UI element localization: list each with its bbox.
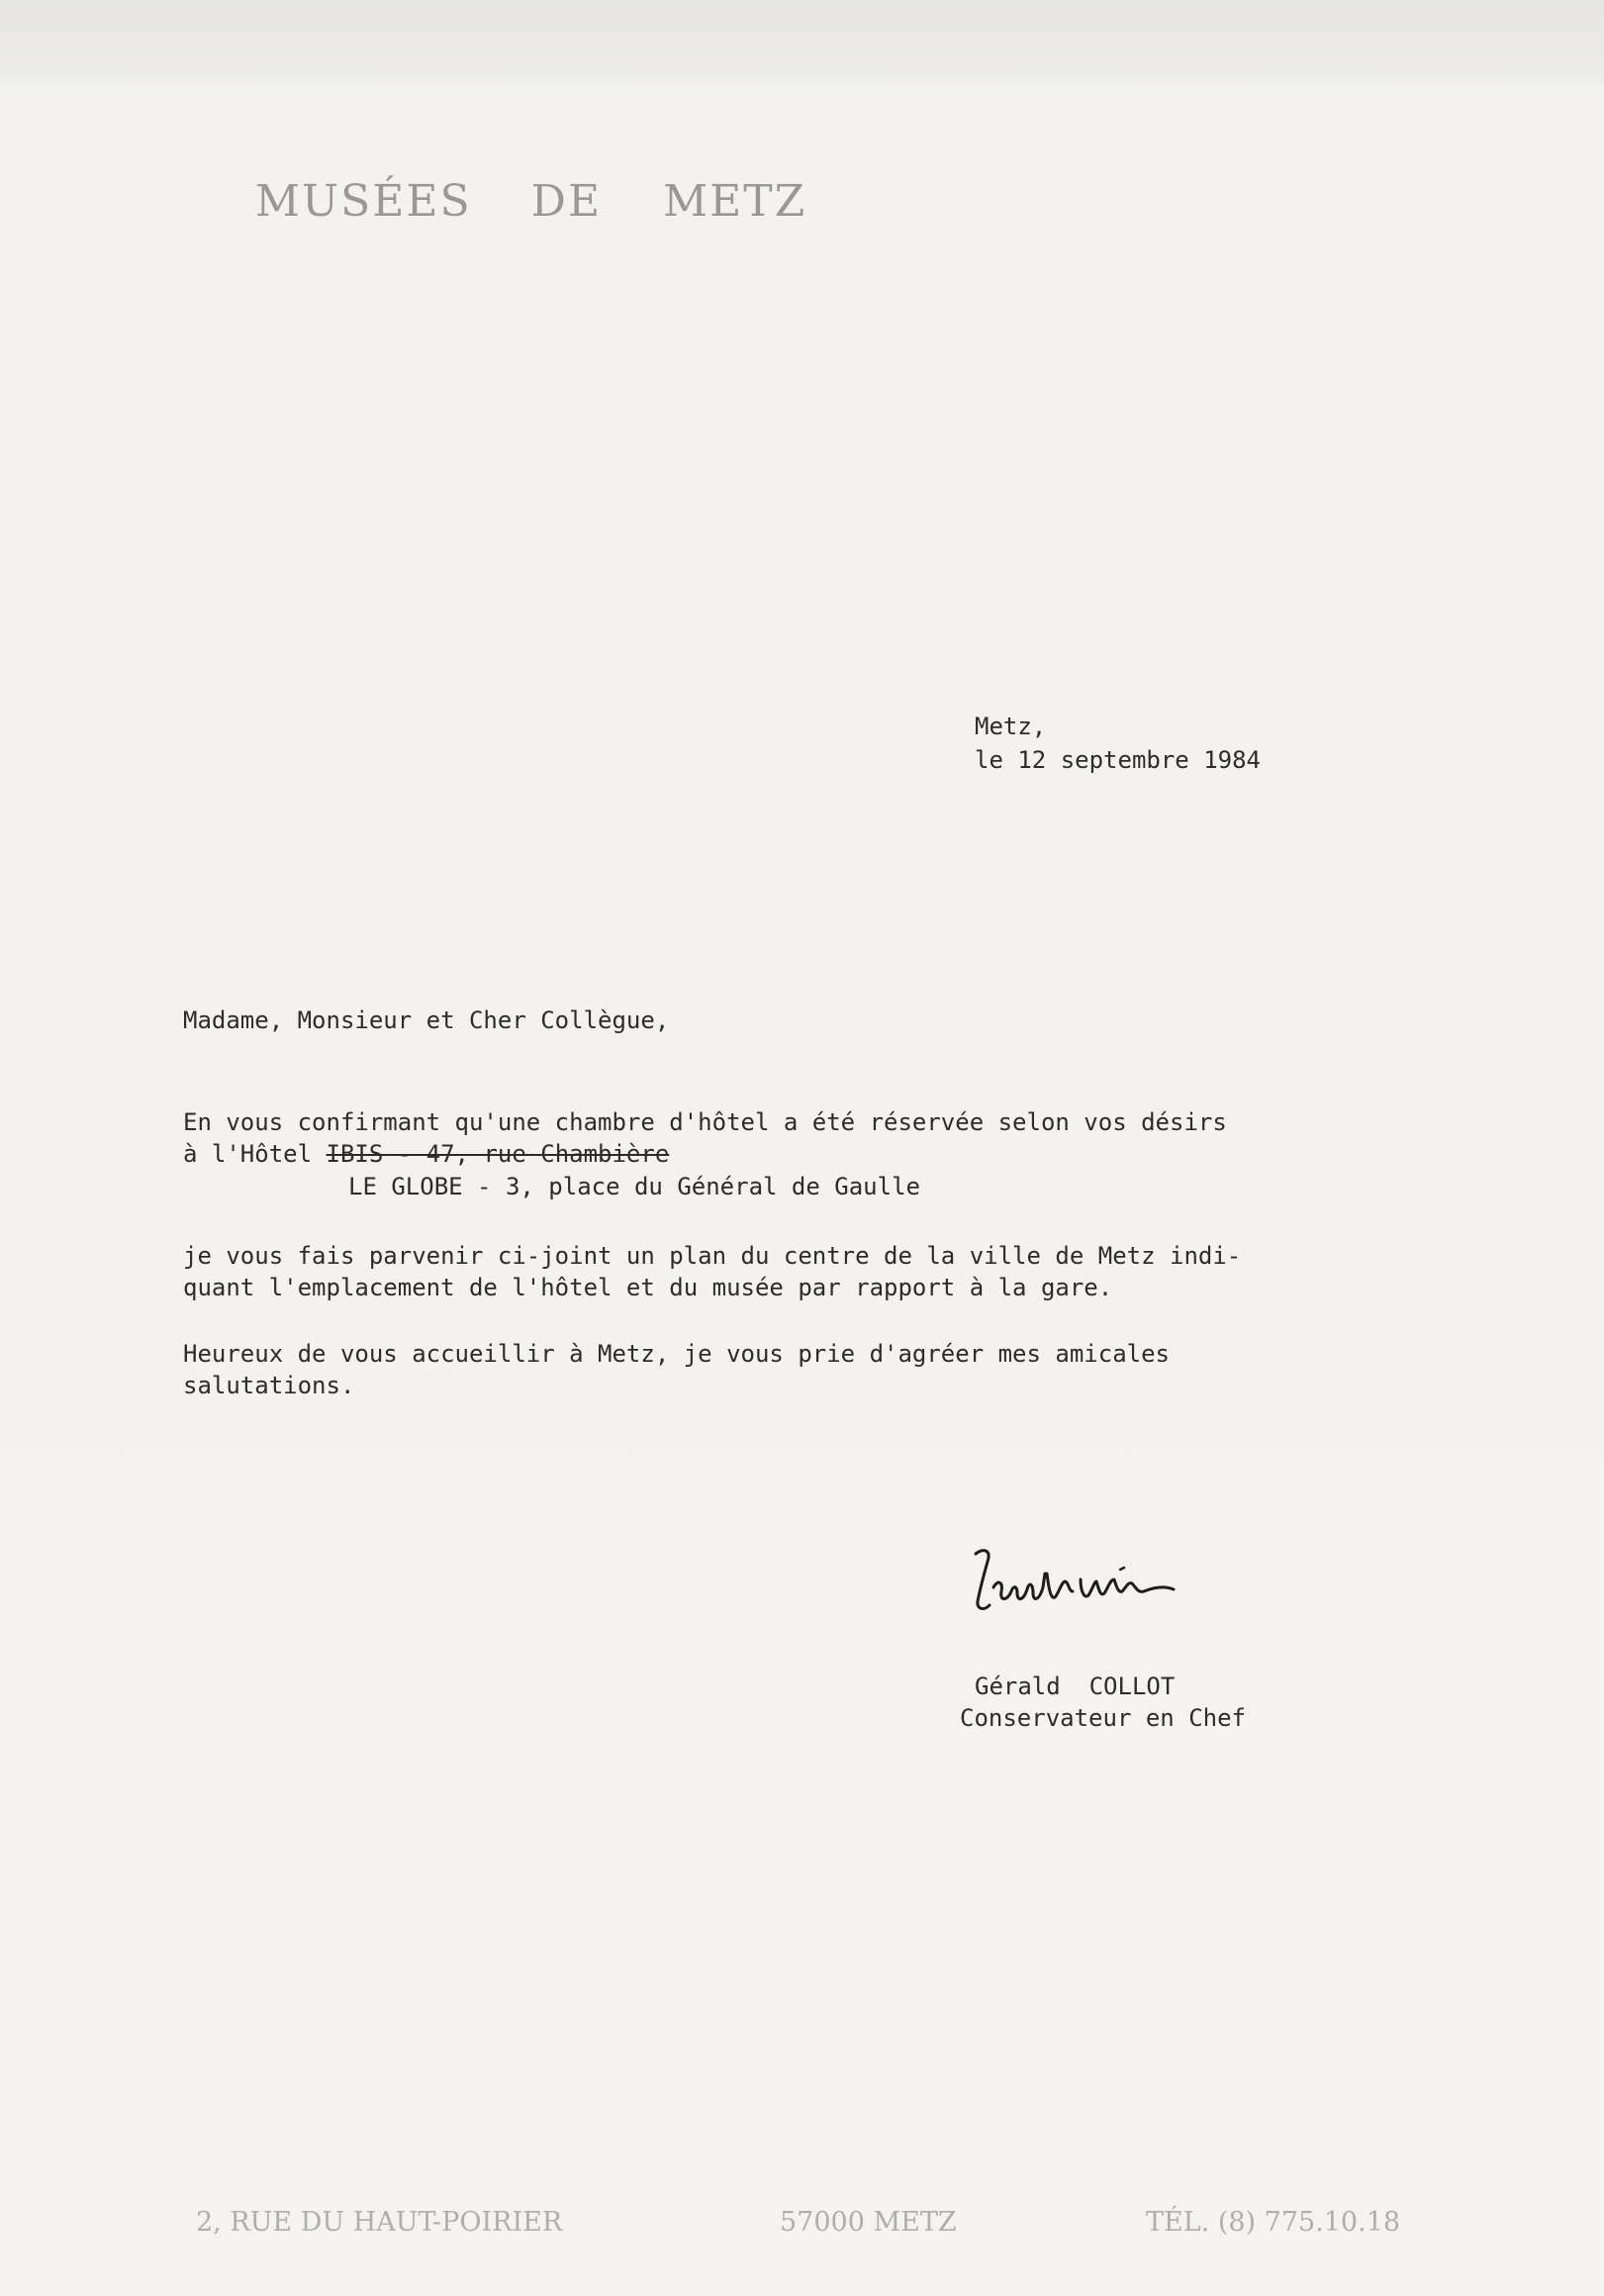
footer-phone: TÉL. (8) 775.10.18 bbox=[1146, 2207, 1401, 2238]
footer-city: 57000 METZ bbox=[780, 2207, 957, 2238]
date-line: le 12 septembre 1984 bbox=[975, 746, 1261, 774]
signatory-name: Gérald COLLOT bbox=[975, 1673, 1176, 1700]
letterhead-word-de: DE bbox=[530, 176, 603, 227]
body-p3-line2: salutations. bbox=[183, 1372, 355, 1399]
body-p1-line3: LE GLOBE - 3, place du Général de Gaulle bbox=[348, 1173, 920, 1200]
date-city: Metz, bbox=[975, 713, 1047, 740]
salutation: Madame, Monsieur et Cher Collègue, bbox=[183, 1006, 670, 1034]
letterhead bbox=[255, 176, 806, 227]
handwritten-signature bbox=[970, 1540, 1207, 1629]
footer-address: 2, RUE DU HAUT-POIRIER bbox=[196, 2207, 563, 2238]
paper-top-edge bbox=[0, 0, 1604, 87]
body-p1-line2 bbox=[183, 1138, 669, 1170]
body-p1-line1: En vous confirmant qu'une chambre d'hôtel a été réservée selon vos désirs bbox=[183, 1108, 1227, 1136]
hotel-prefix: à l'Hôtel bbox=[183, 1140, 327, 1168]
struck-hotel-address: IBIS - 47, rue Chambière bbox=[326, 1140, 670, 1168]
letterhead-word-metz: METZ bbox=[663, 176, 807, 227]
body-p3-line1: Heureux de vous accueillir à Metz, je vous prie d'agréer mes amicales bbox=[183, 1340, 1170, 1368]
body-p2-line1: je vous fais parvenir ci-joint un plan du centre de la ville de Metz indi- bbox=[183, 1242, 1242, 1270]
signatory-title: Conservateur en Chef bbox=[960, 1704, 1246, 1732]
letterhead-word-musees: MUSÉES bbox=[255, 176, 472, 227]
body-p2-line2: quant l'emplacement de l'hôtel et du musée par rapport à la gare. bbox=[183, 1274, 1113, 1301]
